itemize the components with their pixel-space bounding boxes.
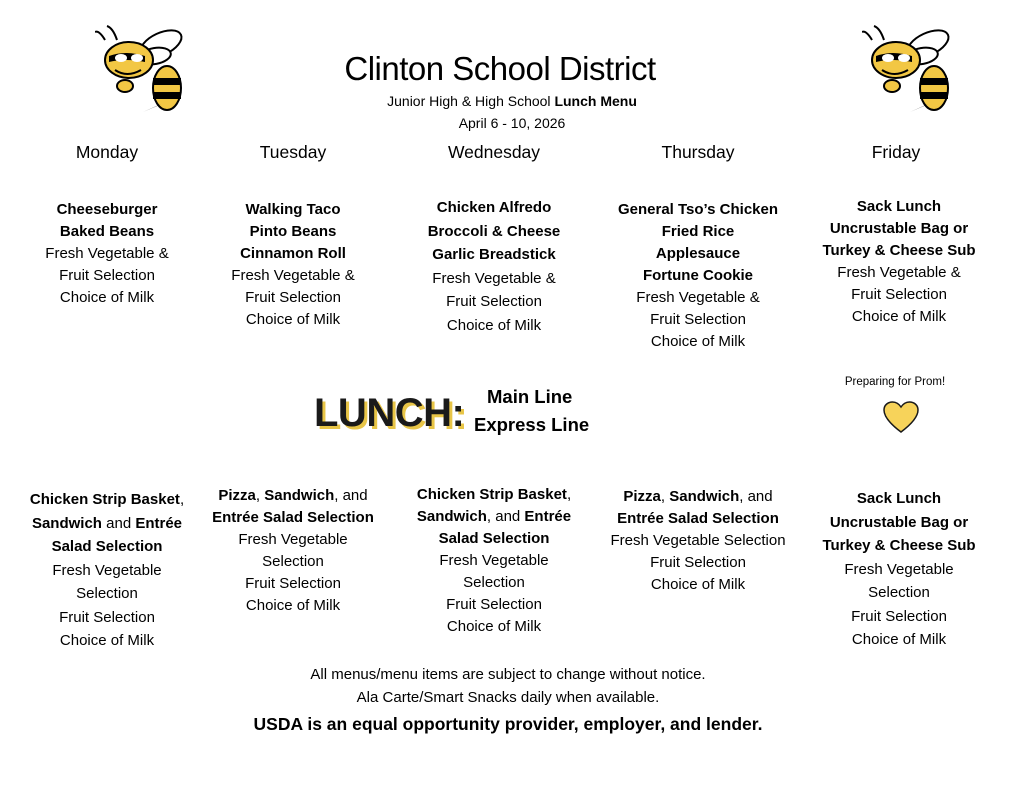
menu-item: Walking Taco [245,201,341,218]
menu-item: Uncrustable Bag or [829,220,969,237]
day-header-thursday: Thursday [661,142,735,162]
menu-item: Sack Lunch [856,490,942,507]
menu-item-bold: Sandwich [264,487,335,504]
menu-item-text: , [255,487,265,504]
day-header-monday: Monday [75,142,139,162]
menu-item: Selection [262,553,324,570]
menu-item: Choice of Milk [446,316,542,334]
main-line-label: Main Line [487,386,573,407]
menu-item: Fresh Vegetable & [636,289,760,306]
prom-note: Preparing for Prom! [844,376,946,388]
menu-item: Choice of Milk [851,308,947,325]
heart-icon [883,401,919,434]
menu-item [9,488,205,512]
menu-item: Entrée Salad Selection [617,510,779,527]
express-menu-monday [9,488,205,653]
menu-item: Salad Selection [438,530,550,547]
menu-item [195,485,391,507]
menu-dates: April 6 - 10, 2026 [458,115,566,131]
menu-item: Fresh Vegetable [439,552,549,569]
menu-item: Turkey & Cheese Sub [822,537,976,554]
express-menu-tuesday [195,485,391,617]
day-header-wednesday: Wednesday [447,142,541,162]
main-menu-wednesday [396,196,592,337]
menu-item-text: , and [334,487,368,504]
menu-item [396,506,592,528]
menu-item: Choice of Milk [446,618,542,635]
menu-item: Selection [76,585,138,602]
menu-item: Fried Rice [661,223,735,240]
main-menu-thursday [600,199,796,353]
menu-item: Turkey & Cheese Sub [822,242,976,259]
day-header-friday: Friday [871,142,921,162]
express-menu-wednesday [396,484,592,638]
menu-item-bold: Chicken Strip Basket [29,491,180,508]
menu-item: Fresh Vegetable & [432,269,556,287]
menu-item-text: , [566,486,572,503]
menu-item: Sack Lunch [856,198,942,215]
menu-item: Choice of Milk [650,576,746,593]
menu-item-bold: Chicken Strip Basket [416,486,567,503]
menu-item: Fruit Selection [851,607,947,625]
menu-item: Selection [868,584,930,601]
menu-item: Cheeseburger [56,201,158,218]
menu-item: Fruit Selection [446,596,542,613]
menu-item-text: and [101,514,136,532]
main-menu-friday [801,196,997,328]
menu-item: Fresh Vegetable [52,561,162,579]
menu-item: Salad Selection [51,538,163,555]
menu-item: Pinto Beans [249,223,337,240]
menu-item: Baked Beans [59,223,155,240]
menu-item: Choice of Milk [851,631,947,648]
menu-item: Choice of Milk [59,632,155,649]
menu-item-bold: Pizza [623,488,661,505]
menu-item: Selection [463,574,525,591]
menu-item: Fruit Selection [245,289,341,306]
menu-item-text: , and [486,508,525,525]
menu-item-text: , and [739,488,773,505]
menu-item: Chicken Alfredo [436,199,552,216]
menu-subtitle [0,93,1024,109]
menu-item: Cinnamon Roll [240,245,346,262]
menu-item: Fruit Selection [650,554,746,571]
menu-item: Fresh Vegetable [844,560,954,578]
menu-item: Choice of Milk [650,333,746,350]
express-menu-friday [801,487,997,652]
subtitle-bold: Lunch Menu [554,93,637,109]
express-line-label: Express Line [474,414,590,435]
menu-item-text: , [660,488,670,505]
page-title: Clinton School District [344,50,656,87]
menu-item: Fresh Vegetable & [837,264,961,281]
menu-item [396,484,592,506]
menu-item: Choice of Milk [245,597,341,614]
menu-item: Fresh Vegetable & [45,245,169,262]
footer-snacks-note: Ala Carte/Smart Snacks daily when available. [356,689,660,706]
menu-item-bold: Entrée [524,508,572,525]
menu-item: Fruit Selection [650,311,746,328]
menu-item: Fresh Vegetable Selection [610,532,786,549]
menu-item: Fruit Selection [59,267,155,284]
lunch-banner-title: LUNCH: [314,391,465,435]
menu-item: Applesauce [655,245,741,262]
menu-item: Fruit Selection [851,286,947,303]
subtitle-prefix: Junior High & High School [387,93,555,109]
express-menu-thursday [600,486,796,596]
menu-item-bold: Pizza [218,487,256,504]
footer-usda-statement: USDA is an equal opportunity provider, employer, and lender. [253,714,763,734]
menu-item: Broccoli & Cheese [427,222,561,240]
menu-item-bold: Sandwich [31,514,102,532]
menu-item: Garlic Breadstick [432,246,556,263]
menu-item: Choice of Milk [59,289,155,306]
menu-item: Fortune Cookie [642,267,753,284]
menu-item-bold: Sandwich [416,508,487,525]
menu-item [9,512,205,536]
main-menu-monday [9,199,205,309]
menu-item-bold: Entrée [135,514,183,532]
menu-item: Choice of Milk [245,311,341,328]
menu-item: Fresh Vegetable [238,531,348,548]
menu-item: Fruit Selection [59,608,155,626]
menu-item: Fresh Vegetable & [231,267,355,284]
menu-item: General Tso’s Chicken [617,201,779,218]
menu-item: Fruit Selection [245,575,341,592]
menu-item-bold: Sandwich [669,488,740,505]
day-header-tuesday: Tuesday [259,142,327,162]
menu-item: Uncrustable Bag or [829,513,969,531]
footer-disclaimer: All menus/menu items are subject to change without notice. [310,666,706,683]
menu-item [600,486,796,508]
main-menu-tuesday [195,199,391,331]
menu-item: Entrée Salad Selection [212,509,374,526]
menu-item-text: , [179,491,185,508]
menu-item: Fruit Selection [446,293,542,310]
